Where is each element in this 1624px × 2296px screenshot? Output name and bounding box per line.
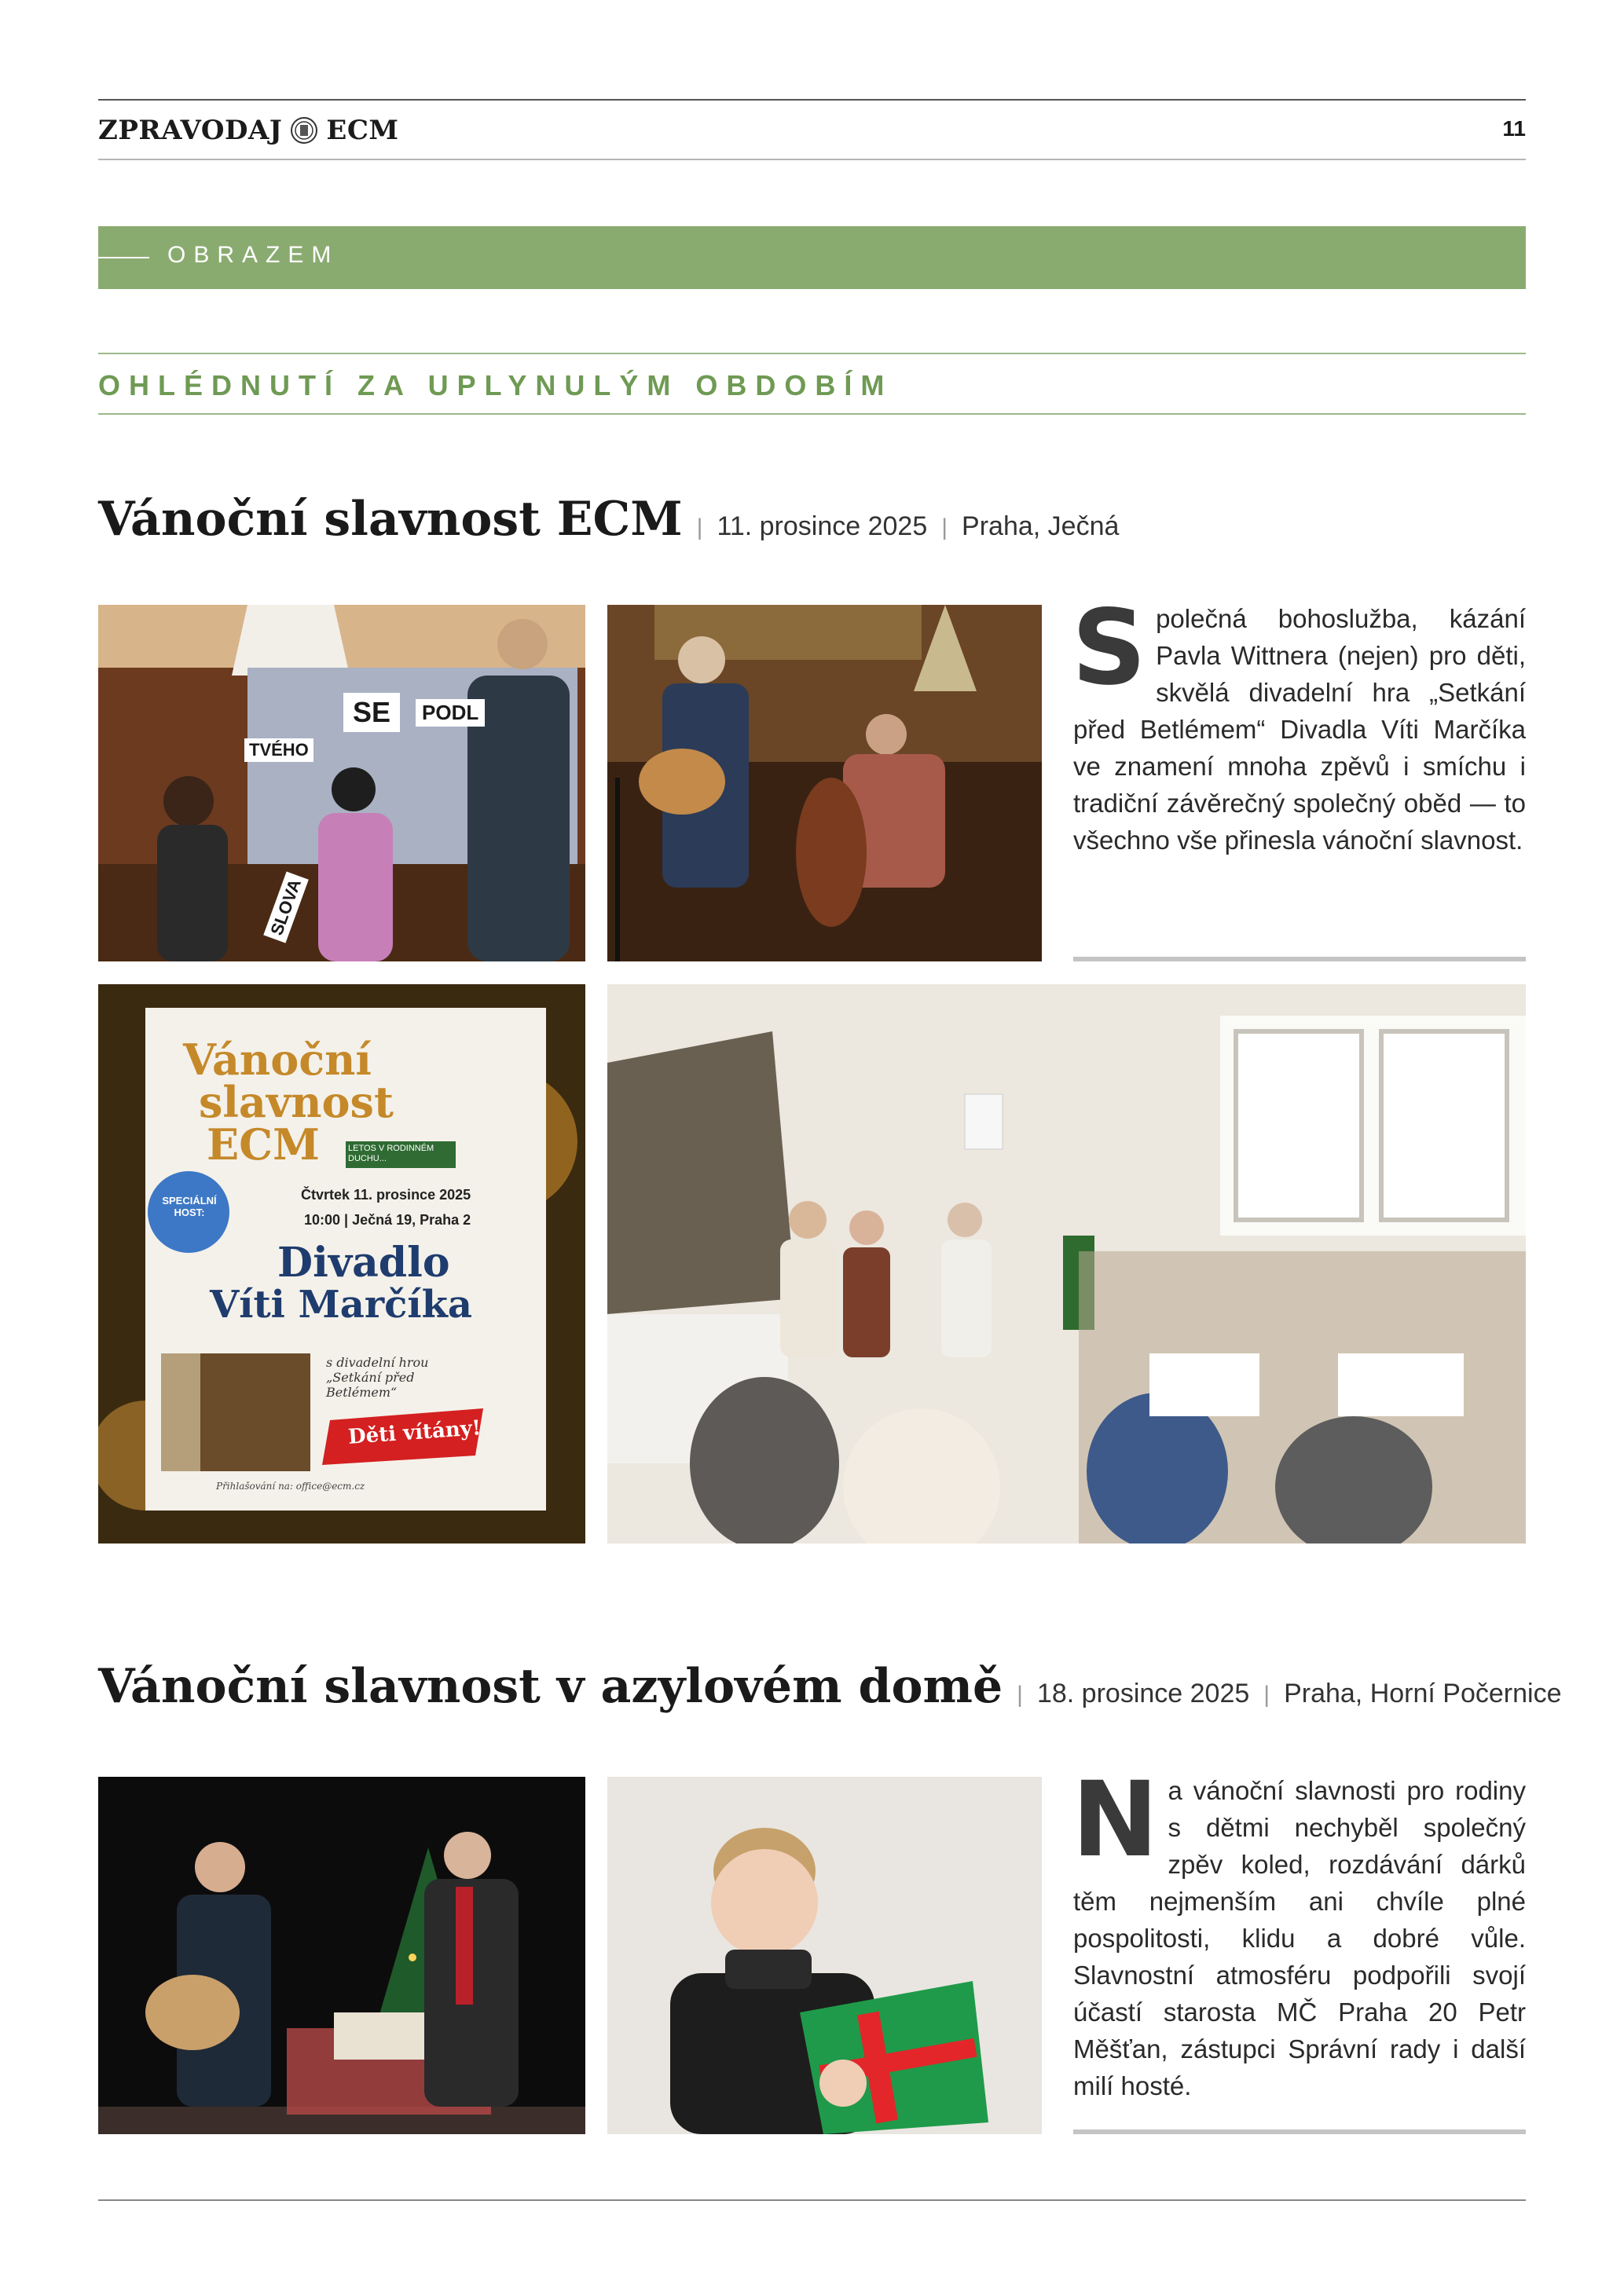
article1-title: Vánoční slavnost ECM	[98, 492, 683, 547]
article2-place: Praha, Horní Počernice	[1284, 1679, 1562, 1708]
article2-title-row	[98, 1659, 1561, 1714]
poster-guest-badge: SPECIÁLNÍ HOST:	[162, 1195, 217, 1218]
separator: |	[941, 514, 948, 540]
masthead-right: ECM	[326, 115, 399, 146]
poster-date: Čtvrtek 11. prosince 2025	[301, 1187, 471, 1203]
article2-body: a vánoční slavnosti pro rodiny s dětmi nechyběl společný zpěv koled, rozdávání dárků těm nejmenším ani chvíle plné pospolitosti, klidu a dobré vůle. Slavnostní atmosféru podpořili svojí účastí starosta MČ Praha 20 Petr Měšťan, zástupci Správní rady i další milí hosté.	[1073, 1776, 1526, 2100]
article1-text-rule	[1073, 957, 1526, 961]
separator: |	[1017, 1682, 1023, 1708]
article1-title-row	[98, 492, 1119, 547]
section-subheading: OHLÉDNUTÍ ZA UPLYNULÝM OBDOBÍM	[98, 369, 893, 401]
poster-theatre-1: Divadlo	[277, 1239, 450, 1287]
poster-place: 10:00 | Ječná 19, Praha 2	[304, 1212, 471, 1228]
poster-play: s divadelní hrou „Setkání před Betlémem“	[326, 1355, 429, 1400]
seal-logo-icon	[290, 116, 318, 145]
article1-dropcap: S	[1072, 588, 1147, 709]
separator: |	[1263, 1682, 1270, 1708]
section-band-line	[98, 257, 149, 258]
subhead-top-rule	[98, 353, 1526, 354]
article1-text	[1072, 588, 1526, 859]
sign-se: SE	[343, 693, 400, 732]
article2-date: 18. prosince 2025	[1036, 1679, 1250, 1708]
sign-podl: PODL	[416, 699, 485, 727]
masthead-left: ZPRAVODAJ	[98, 115, 283, 146]
masthead	[98, 115, 399, 146]
poster-title-3: ECM	[207, 1119, 320, 1170]
separator: |	[696, 514, 703, 540]
poster-signup: Přihlašování na: office@ecm.cz	[216, 1481, 365, 1492]
page-number: 11	[1502, 116, 1526, 141]
poster-title-1: Vánoční	[183, 1034, 372, 1085]
subhead-bottom-rule	[98, 413, 1526, 415]
footer-rule	[98, 2199, 1526, 2201]
photo-children-signs	[98, 605, 585, 961]
section-label: OBRAZEM	[167, 242, 339, 268]
photo-child-gift	[607, 1777, 1042, 2134]
header-top-rule	[98, 99, 1526, 101]
article2-text-rule	[1073, 2129, 1526, 2134]
article2-text	[1072, 1760, 1526, 2104]
poster-kids: Děti vítány!	[347, 1416, 482, 1449]
article2-dropcap: N	[1072, 1760, 1159, 1880]
section-band	[98, 226, 1526, 289]
photo-outdoor-carols	[98, 1777, 585, 2134]
poster-theatre-2: Víti Marčíka	[210, 1283, 472, 1327]
poster-ribbon: LETOS V RODINNÉM DUCHU...	[348, 1144, 434, 1163]
poster-title-2: slavnost	[199, 1077, 394, 1127]
article1-date: 11. prosince 2025	[717, 511, 928, 541]
photo-hall-gathering	[607, 984, 1526, 1543]
photo-musicians	[607, 605, 1042, 961]
article2-title: Vánoční slavnost v azylovém domě	[98, 1659, 1003, 1714]
sign-slova: SLOVA	[263, 871, 309, 943]
article1-place: Praha, Ječná	[962, 511, 1120, 541]
article1-body: polečná bohoslužba, kázání Pavla Wittnera (nejen) pro děti, skvělá divadelní hra „Setkání před Betlémem“ Divadla Víti Marčíka ve znamení mnoha zpěvů i smíchu i tradiční závěrečný společný oběd — to všechno vše přinesla vánoční slavnost.	[1073, 604, 1526, 855]
header-bottom-rule	[98, 159, 1526, 160]
sign-tveho: TVÉHO	[244, 738, 313, 762]
photo-event-poster	[98, 984, 585, 1543]
